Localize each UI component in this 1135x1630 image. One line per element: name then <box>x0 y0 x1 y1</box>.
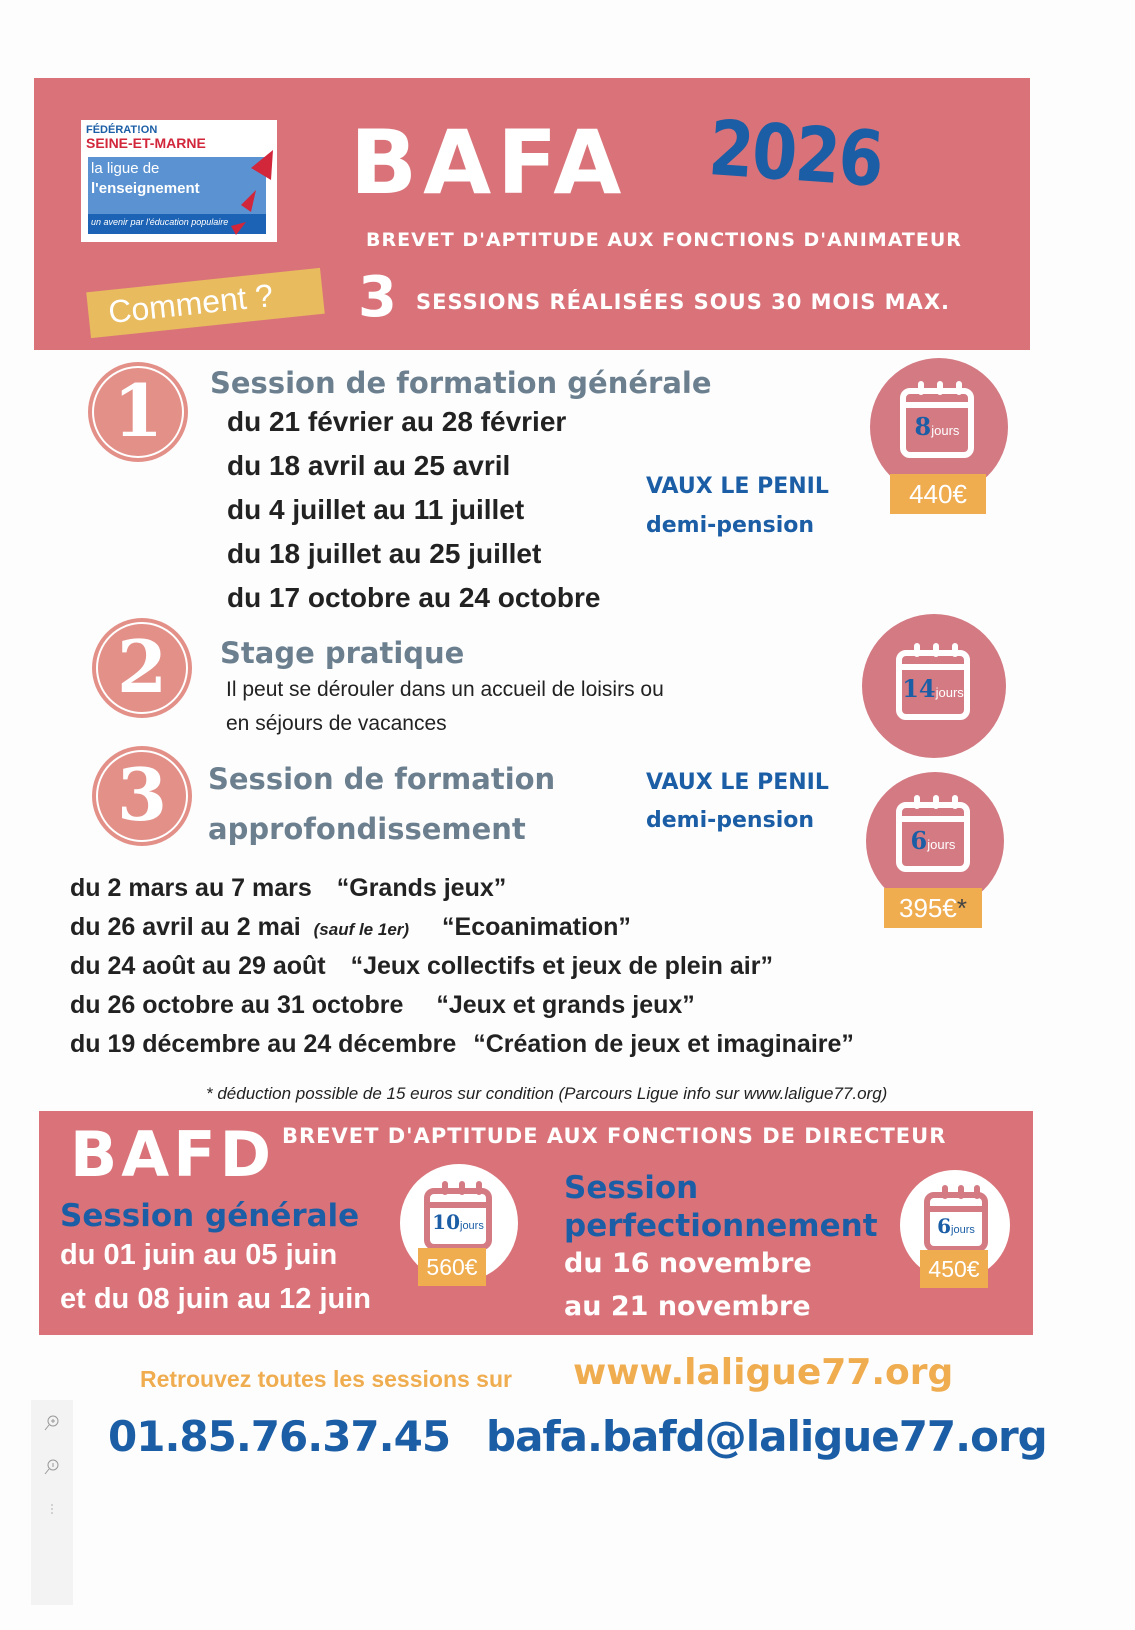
viewer-toolbar <box>31 1400 73 1605</box>
days-unit: jours <box>951 1224 975 1236</box>
step-1-badge <box>88 362 188 462</box>
session-theme: “Jeux et grands jeux” <box>436 991 695 1019</box>
step-3-board: demi-pension <box>646 808 815 833</box>
date-line: du 18 avril au 25 avril <box>227 450 511 481</box>
logo-paper-planes-icon <box>221 150 276 235</box>
session-row <box>70 1030 854 1069</box>
step-2-badge <box>92 618 192 718</box>
step-3-sessions <box>70 874 854 1069</box>
days-unit: jours <box>460 1220 484 1232</box>
session-date: du 26 octobre au 31 octobre <box>70 991 404 1019</box>
step-3-price: 395€ <box>899 893 957 923</box>
step-2-duration-badge <box>862 614 1006 758</box>
calendar-icon <box>900 388 974 458</box>
bafd-title: BAFD <box>70 1118 276 1191</box>
session-row <box>70 874 854 913</box>
footnote: * déduction possible de 15 euros sur condition (Parcours Ligue info sur www.laligue77.org) <box>206 1084 888 1103</box>
retrouvez-text: Retrouvez toutes les sessions sur <box>140 1366 512 1392</box>
date-line: du 17 octobre au 24 octobre <box>227 582 601 613</box>
logo-enseignement-line: l'enseignement <box>91 180 200 197</box>
step-1-price: 440€ <box>890 474 986 514</box>
session-theme: “Ecoanimation” <box>442 913 631 941</box>
step-3-title-line-1: Session de formation <box>208 762 556 796</box>
calendar-icon <box>424 1188 492 1250</box>
bafd-general-price: 560€ <box>418 1248 486 1286</box>
session-theme: “Jeux collectifs et jeux de plein air” <box>350 952 773 980</box>
session-row <box>70 913 854 952</box>
session-date: du 2 mars au 7 mars <box>70 874 312 902</box>
step-1-days: 8 <box>914 412 932 441</box>
comment-label: Comment ? <box>106 277 275 331</box>
email-link[interactable]: bafa.bafd@laligue77.org <box>486 1412 1047 1461</box>
bafd-perf-price: 450€ <box>920 1250 988 1288</box>
bafd-perf-days: 6 <box>937 1214 952 1238</box>
date-line: du 18 juillet au 25 juillet <box>227 538 542 569</box>
step-1-dates <box>227 406 600 626</box>
bafd-perf-date-1: du 16 novembre <box>564 1248 812 1279</box>
step-3-price-box <box>884 888 982 928</box>
date-line: du 4 juillet au 11 juillet <box>227 494 525 525</box>
step-1-location: VAUX LE PENIL <box>646 474 829 499</box>
days-unit: jours <box>931 423 960 438</box>
sessions-count: 3 <box>358 265 397 330</box>
session-date: du 19 décembre au 24 décembre <box>70 1030 457 1058</box>
zoom-out-icon[interactable] <box>43 1458 61 1476</box>
days-unit: jours <box>935 685 964 700</box>
step-3-badge <box>92 746 192 846</box>
phone-number[interactable]: 01.85.76.37.45 <box>108 1412 451 1461</box>
bafd-perf-date-2: au 21 novembre <box>564 1291 811 1322</box>
step-3-price-asterisk: * <box>956 893 967 923</box>
step-3-days: 6 <box>910 826 928 855</box>
bafd-general-days: 10 <box>432 1210 460 1234</box>
step-1-title: Session de formation générale <box>210 366 712 400</box>
more-vertical-icon[interactable] <box>43 1500 61 1518</box>
step-2-desc-1: Il peut se dérouler dans un accueil de loisirs ou <box>226 678 664 701</box>
bafa-title: BAFA <box>350 111 628 214</box>
zoom-in-icon[interactable] <box>43 1414 61 1432</box>
bafd-perf-title-1: Session <box>564 1170 699 1206</box>
date-line: du 21 février au 28 février <box>227 406 567 437</box>
step-3-location: VAUX LE PENIL <box>646 770 829 795</box>
step-3-title-line-2: approfondissement <box>208 812 526 846</box>
step-1-number: 1 <box>112 368 164 453</box>
year-label: 2026 <box>706 103 885 204</box>
step-2-desc-2: en séjours de vacances <box>226 712 447 735</box>
bafd-subtitle: BREVET D'APTITUDE AUX FONCTIONS DE DIRECTEUR <box>282 1124 947 1148</box>
session-theme: “Grands jeux” <box>336 874 507 902</box>
logo-federation: FÉDÉRAT!ON <box>86 124 158 136</box>
session-row <box>70 952 854 991</box>
bafd-perf-title-2: perfectionnement <box>564 1208 878 1244</box>
sessions-text: SESSIONS RÉALISÉES SOUS 30 MOIS MAX. <box>416 290 950 314</box>
ligue-logo <box>81 120 277 242</box>
bafd-general-date-1: du 01 juin au 05 juin <box>60 1239 338 1271</box>
session-date: du 24 août au 29 août <box>70 952 326 980</box>
website-link[interactable]: www.laligue77.org <box>573 1352 954 1393</box>
calendar-icon <box>896 802 970 872</box>
session-theme: “Création de jeux et imaginaire” <box>473 1030 854 1058</box>
bafd-general-date-2: et du 08 juin au 12 juin <box>60 1283 371 1315</box>
step-3-number: 3 <box>116 752 168 837</box>
logo-ligue-line: la ligue de <box>91 160 160 177</box>
logo-seine-et-marne: SEINE-ET-MARNE <box>86 135 206 151</box>
bafd-general-title: Session générale <box>60 1198 360 1234</box>
session-row <box>70 991 854 1030</box>
logo-tagline: un avenir par l'éducation populaire <box>91 217 229 227</box>
session-date: du 26 avril au 2 mai <box>70 913 301 941</box>
step-2-number: 2 <box>116 624 168 709</box>
session-note: (sauf le 1er) <box>313 920 410 939</box>
bafa-subtitle: BREVET D'APTITUDE AUX FONCTIONS D'ANIMATEUR <box>366 229 962 251</box>
step-2-title: Stage pratique <box>220 636 465 670</box>
days-unit: jours <box>927 837 956 852</box>
calendar-icon <box>924 1192 988 1252</box>
step-1-board: demi-pension <box>646 513 815 538</box>
step-2-days: 14 <box>902 674 936 703</box>
calendar-icon <box>896 650 970 720</box>
